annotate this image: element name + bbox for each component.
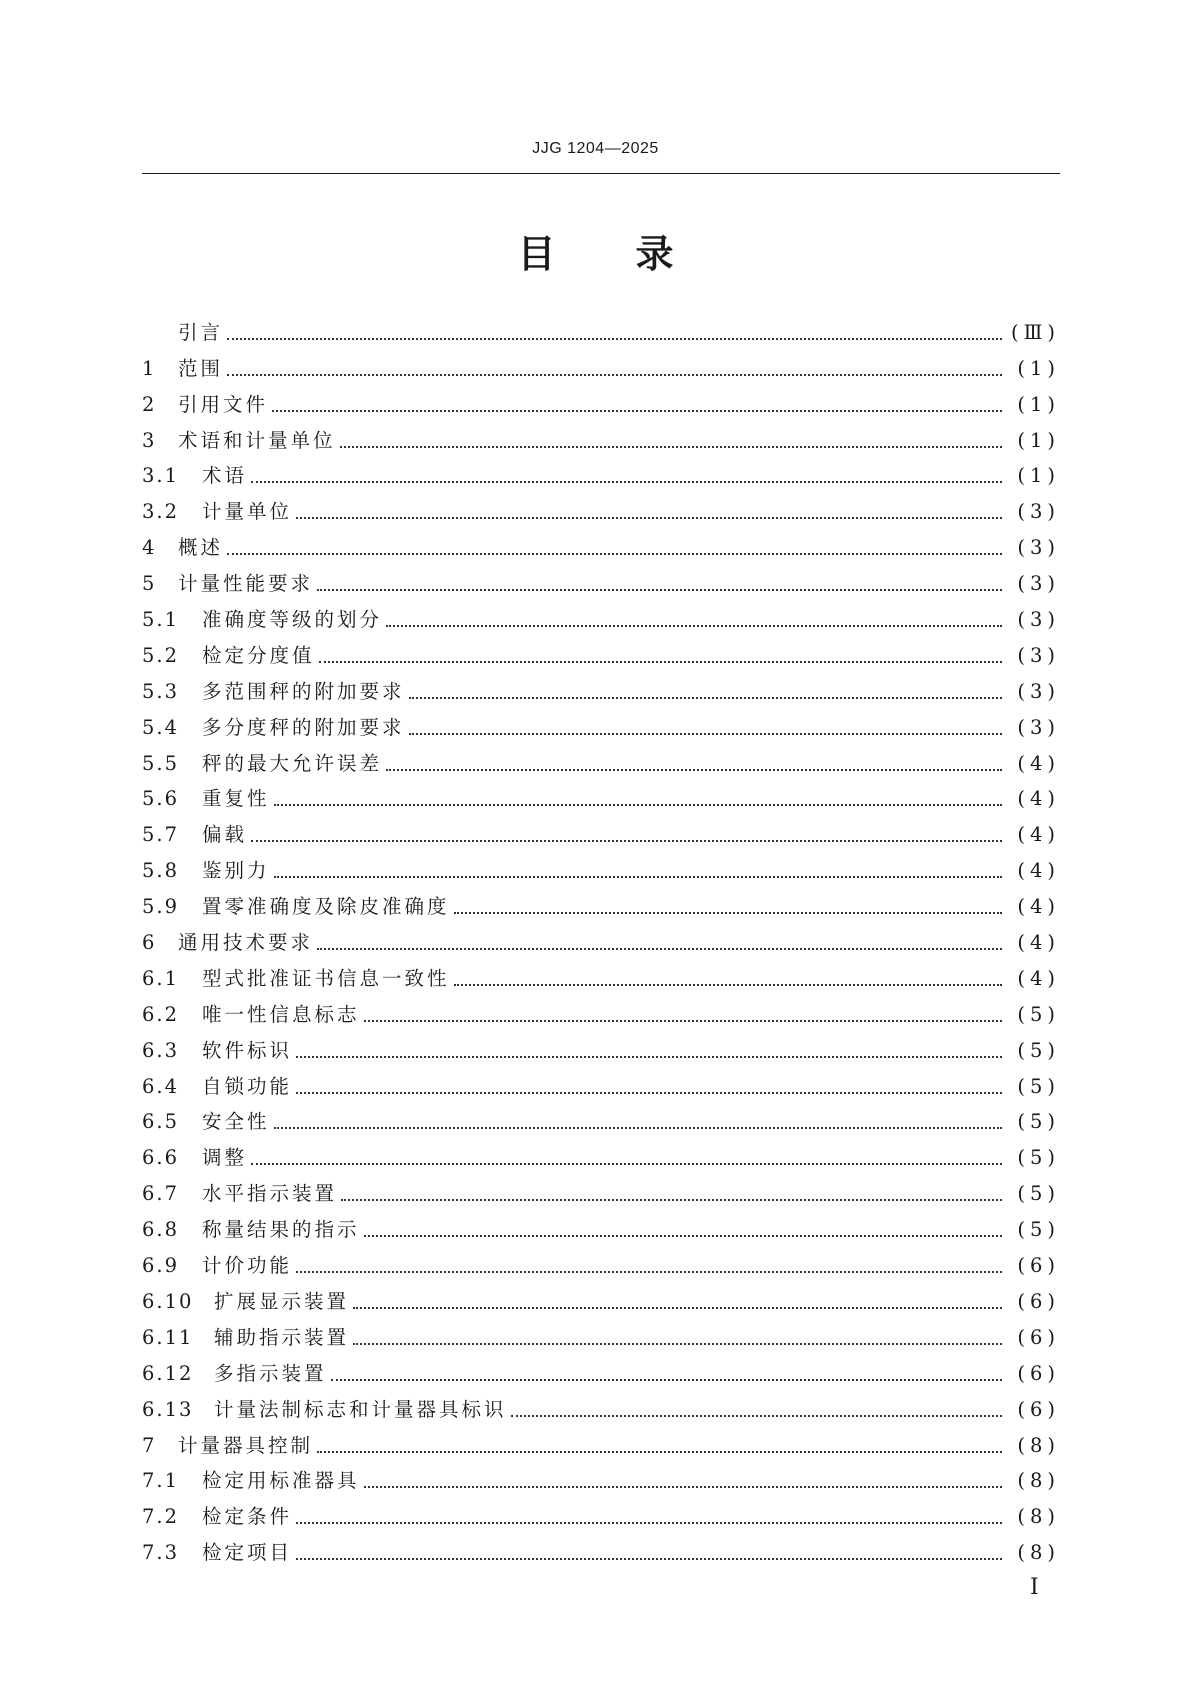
toc-entry-label: 型式批准证书信息一致性 (202, 966, 450, 990)
toc-entry-label: 计量性能要求 (178, 572, 314, 596)
toc-entry-number: 6.4 (142, 1074, 180, 1098)
toc-entry-page: (3) (1017, 679, 1060, 703)
toc-entry-number: 6.13 (142, 1397, 194, 1421)
toc-entry-page: (6) (1017, 1361, 1060, 1385)
toc-entry-number: 3 (142, 428, 157, 452)
toc-entry-page: (5) (1017, 1182, 1060, 1206)
toc-dot-leader (319, 661, 1002, 663)
toc-entry-label: 自锁功能 (202, 1074, 293, 1098)
toc-entry-number: 5.5 (142, 751, 180, 775)
toc-entry[interactable] (142, 633, 1060, 669)
toc-dot-leader (353, 1343, 1002, 1345)
toc-entry-label: 引言 (178, 320, 224, 344)
toc-entry-label: 术语 (202, 464, 248, 488)
toc-entry-page: (4) (1017, 895, 1060, 919)
toc-entry-page: (8) (1017, 1469, 1060, 1493)
toc-dot-leader (274, 1127, 1002, 1129)
toc-entry-label: 软件标识 (202, 1038, 293, 1062)
toc-entry[interactable] (142, 310, 1060, 346)
toc-entry-page: (5) (1017, 1218, 1060, 1242)
toc-dot-leader (296, 1056, 1002, 1058)
toc-entry-number: 6.5 (142, 1110, 180, 1134)
toc-entry[interactable] (142, 346, 1060, 382)
toc-dot-leader (386, 769, 1002, 771)
toc-entry-number: 2 (142, 392, 157, 416)
toc-entry-page: (4) (1017, 931, 1060, 955)
page-title: 目录 (517, 232, 754, 276)
toc-entry-label: 唯一性信息标志 (202, 1002, 360, 1026)
toc-entry-label: 水平指示装置 (202, 1182, 338, 1206)
toc-entry[interactable] (142, 1028, 1060, 1064)
toc-entry-page: (3) (1017, 572, 1060, 596)
toc-dot-leader (364, 1235, 1002, 1237)
toc-entry[interactable] (142, 1243, 1060, 1279)
toc-entry[interactable] (142, 956, 1060, 992)
toc-entry-number: 5.1 (142, 608, 180, 632)
toc-entry-number: 3.2 (142, 500, 180, 524)
toc-dot-leader (331, 1379, 1002, 1381)
toc-entry-label: 多分度秤的附加要求 (202, 715, 405, 739)
table-of-contents (142, 310, 1060, 1566)
toc-dot-leader (272, 410, 1002, 412)
toc-entry-label: 术语和计量单位 (178, 428, 336, 452)
toc-entry[interactable] (142, 812, 1060, 848)
toc-dot-leader (317, 948, 1002, 950)
document-code: JJG 1204—2025 (532, 140, 659, 157)
header-rule (142, 173, 1060, 174)
toc-entry-page: (4) (1017, 823, 1060, 847)
toc-entry[interactable] (142, 1423, 1060, 1459)
toc-dot-leader (511, 1415, 1002, 1417)
toc-entry-label: 检定条件 (202, 1505, 293, 1529)
toc-entry-page: (6) (1017, 1254, 1060, 1278)
toc-entry-label: 范围 (178, 356, 224, 380)
toc-dot-leader (296, 1271, 1002, 1273)
toc-entry[interactable] (142, 1494, 1060, 1530)
toc-entry-number: 6.9 (142, 1254, 180, 1278)
toc-dot-leader (340, 446, 1002, 448)
toc-entry[interactable] (142, 382, 1060, 418)
toc-entry[interactable] (142, 1279, 1060, 1315)
toc-entry-number: 5.6 (142, 787, 180, 811)
toc-entry[interactable] (142, 1171, 1060, 1207)
toc-entry-number: 6.3 (142, 1038, 180, 1062)
toc-entry-number: 6.11 (142, 1325, 194, 1349)
toc-entry[interactable] (142, 525, 1060, 561)
toc-entry-label: 称量结果的指示 (202, 1218, 360, 1242)
toc-entry-number: 5.9 (142, 895, 180, 919)
toc-dot-leader (296, 517, 1002, 519)
toc-dot-leader (227, 374, 1002, 376)
toc-entry-page: (3) (1017, 500, 1060, 524)
toc-entry[interactable] (142, 489, 1060, 525)
toc-entry-page: (3) (1017, 536, 1060, 560)
toc-entry-label: 多范围秤的附加要求 (202, 679, 405, 703)
toc-entry-label: 置零准确度及除皮准确度 (202, 895, 450, 919)
toc-entry-label: 辅助指示装置 (214, 1325, 350, 1349)
toc-entry-number: 5.2 (142, 643, 180, 667)
toc-entry[interactable] (142, 454, 1060, 490)
toc-entry[interactable] (142, 597, 1060, 633)
toc-dot-leader (227, 553, 1002, 555)
toc-entry-page: (6) (1017, 1397, 1060, 1421)
toc-entry-number: 6 (142, 931, 157, 955)
toc-entry-number: 6.2 (142, 1002, 180, 1026)
toc-entry-page: (3) (1017, 608, 1060, 632)
toc-dot-leader (296, 1522, 1002, 1524)
toc-entry-label: 多指示装置 (214, 1361, 327, 1385)
toc-entry-number: 6.10 (142, 1289, 194, 1313)
toc-entry-number: 7.2 (142, 1505, 180, 1529)
toc-entry[interactable] (142, 1530, 1060, 1566)
toc-entry-label: 计量法制标志和计量器具标识 (214, 1397, 507, 1421)
toc-entry-page: (5) (1017, 1110, 1060, 1134)
toc-dot-leader (274, 876, 1002, 878)
toc-entry-page: (1) (1017, 392, 1060, 416)
toc-entry-page: (5) (1017, 1074, 1060, 1098)
toc-entry[interactable] (142, 1351, 1060, 1387)
toc-entry-label: 调整 (202, 1146, 248, 1170)
toc-entry-page: (1) (1017, 428, 1060, 452)
toc-entry-number: 4 (142, 536, 157, 560)
toc-entry[interactable] (142, 561, 1060, 597)
toc-entry-number: 5.3 (142, 679, 180, 703)
page-number: I (1030, 1575, 1039, 1600)
toc-entry-page: (4) (1017, 966, 1060, 990)
toc-entry[interactable] (142, 705, 1060, 741)
toc-entry-number: 6.12 (142, 1361, 194, 1385)
toc-dot-leader (364, 1020, 1002, 1022)
toc-entry[interactable] (142, 992, 1060, 1028)
toc-entry-label: 准确度等级的划分 (202, 608, 383, 632)
toc-entry-number: 5.4 (142, 715, 180, 739)
toc-entry[interactable] (142, 1459, 1060, 1495)
toc-entry-page: (4) (1017, 787, 1060, 811)
toc-dot-leader (353, 1307, 1002, 1309)
toc-entry-number: 6.1 (142, 966, 180, 990)
toc-entry-page: (6) (1017, 1289, 1060, 1313)
toc-entry-number: 3.1 (142, 464, 180, 488)
toc-entry-page: (5) (1017, 1038, 1060, 1062)
toc-entry-page: (Ⅲ) (1010, 320, 1060, 344)
toc-entry[interactable] (142, 1135, 1060, 1171)
toc-entry-label: 安全性 (202, 1110, 270, 1134)
toc-entry-label: 计价功能 (202, 1254, 293, 1278)
toc-entry-number: 7.1 (142, 1469, 180, 1493)
toc-entry-label: 鉴别力 (202, 859, 270, 883)
toc-entry-number: 6.8 (142, 1218, 180, 1242)
toc-entry-label: 引用文件 (178, 392, 269, 416)
toc-dot-leader (251, 1163, 1002, 1165)
toc-entry-page: (8) (1017, 1433, 1060, 1457)
toc-entry[interactable] (142, 920, 1060, 956)
toc-entry-page: (5) (1017, 1002, 1060, 1026)
toc-entry[interactable] (142, 1387, 1060, 1423)
toc-dot-leader (251, 840, 1002, 842)
toc-dot-leader (364, 1486, 1002, 1488)
toc-entry[interactable] (142, 741, 1060, 777)
toc-entry-label: 秤的最大允许误差 (202, 751, 383, 775)
toc-entry-label: 偏载 (202, 823, 248, 847)
toc-entry-number: 5.8 (142, 859, 180, 883)
toc-dot-leader (251, 481, 1002, 483)
toc-entry-page: (4) (1017, 859, 1060, 883)
toc-entry-number: 5 (142, 572, 157, 596)
toc-entry[interactable] (142, 1207, 1060, 1243)
toc-dot-leader (409, 697, 1002, 699)
toc-entry-page: (1) (1017, 464, 1060, 488)
toc-entry-number: 6.6 (142, 1146, 180, 1170)
toc-dot-leader (227, 338, 1002, 340)
toc-entry-page: (3) (1017, 643, 1060, 667)
toc-entry[interactable] (142, 848, 1060, 884)
toc-entry-label: 扩展显示装置 (214, 1289, 350, 1313)
toc-entry-number: 7 (142, 1433, 157, 1457)
toc-entry-page: (8) (1017, 1541, 1060, 1565)
toc-dot-leader (296, 1558, 1002, 1560)
toc-entry-label: 检定用标准器具 (202, 1469, 360, 1493)
toc-dot-leader (386, 625, 1002, 627)
toc-dot-leader (409, 733, 1002, 735)
toc-entry[interactable] (142, 1315, 1060, 1351)
toc-entry-label: 检定项目 (202, 1541, 293, 1565)
toc-entry-number: 1 (142, 356, 157, 380)
toc-entry-number: 7.3 (142, 1541, 180, 1565)
toc-entry-page: (4) (1017, 751, 1060, 775)
toc-entry[interactable] (142, 1064, 1060, 1100)
toc-entry-number: 6.7 (142, 1182, 180, 1206)
toc-entry-number: 5.7 (142, 823, 180, 847)
toc-entry-label: 概述 (178, 536, 224, 560)
toc-entry[interactable] (142, 418, 1060, 454)
toc-dot-leader (454, 912, 1002, 914)
toc-entry-page: (3) (1017, 715, 1060, 739)
toc-entry[interactable] (142, 777, 1060, 813)
toc-entry[interactable] (142, 1100, 1060, 1136)
toc-dot-leader (317, 1451, 1002, 1453)
toc-dot-leader (317, 589, 1002, 591)
toc-entry-label: 计量器具控制 (178, 1433, 314, 1457)
toc-entry-label: 重复性 (202, 787, 270, 811)
toc-entry-page: (6) (1017, 1325, 1060, 1349)
toc-dot-leader (341, 1199, 1002, 1201)
toc-entry-page: (8) (1017, 1505, 1060, 1529)
toc-entry[interactable] (142, 884, 1060, 920)
toc-entry-page: (1) (1017, 356, 1060, 380)
toc-dot-leader (274, 804, 1002, 806)
toc-dot-leader (454, 984, 1002, 986)
toc-entry-label: 检定分度值 (202, 643, 315, 667)
toc-entry-label: 通用技术要求 (178, 931, 314, 955)
toc-entry[interactable] (142, 669, 1060, 705)
toc-entry-page: (5) (1017, 1146, 1060, 1170)
toc-entry-label: 计量单位 (202, 500, 293, 524)
toc-dot-leader (296, 1092, 1002, 1094)
